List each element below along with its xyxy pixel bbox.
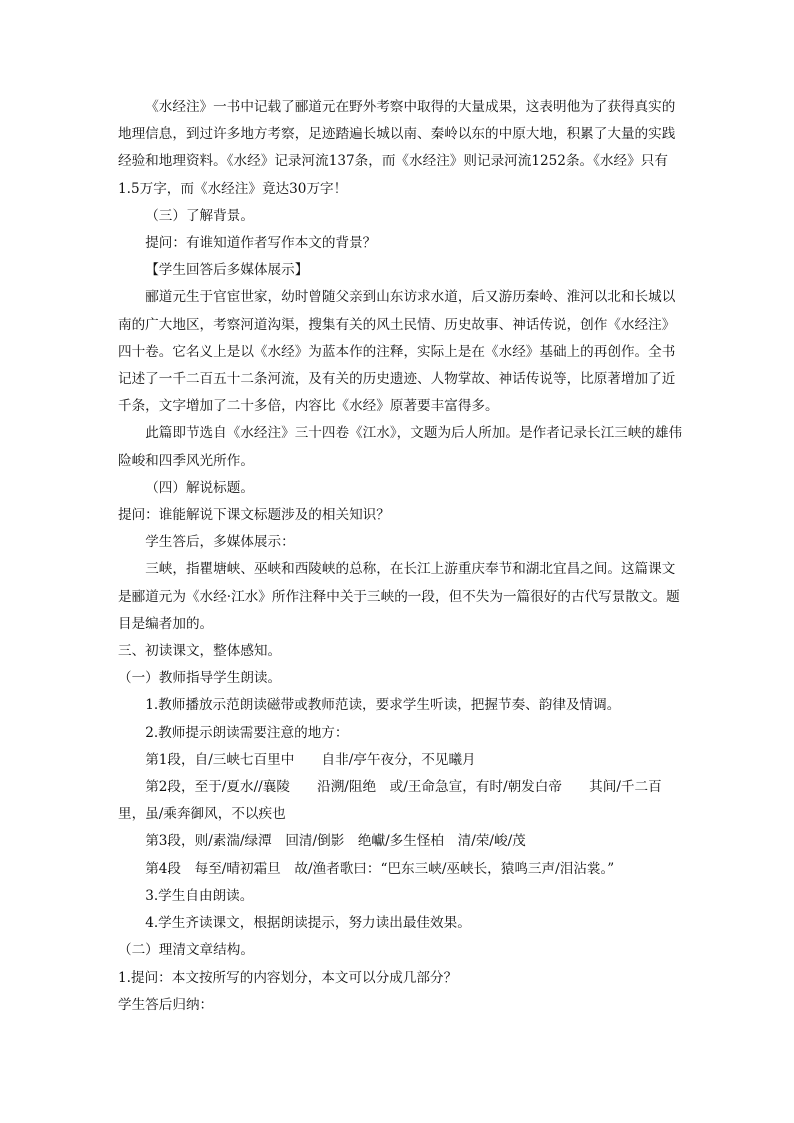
reading-hint-paragraph-2: 第2段，至于/夏水//襄陵 沿溯/阻绝 或/王命急宣，有时/朝发白帝 其间/千二百里，虽/乘奔御风，不以疾也 — [118, 779, 662, 823]
paragraph-three-gorges-explain: 三峡，指瞿塘峡、巫峡和西陵峡的总称，在长江上游重庆奉节和湖北宜昌之间。这篇课文是郦道元为《水经·江水》所作注释中关于三峡的一段，但不失为一篇很好的古代写景散文。题目是编者加的。 — [118, 561, 680, 632]
subsection-1-heading: （一）教师指导学生朗读。 — [118, 670, 282, 687]
step-2: 2.教师提示朗读需要注意的地方： — [145, 724, 349, 741]
paragraph-shuijingzhu-achievement: 《水经注》一书中记载了郦道元在野外考察中取得的大量成果，这表明他为了获得真实的地理信息，到过许多地方考察，足迹踏遍长城以南、秦岭以东的中原大地，积累了大量的实践经验和地理资料。《水经》记录河流137条，而《水经注》则记录河流1252条。《水经》只有1.5万字，而《水经注》竟达30万字！ — [118, 99, 676, 197]
step-1: 1.教师播放示范朗读磁带或教师范读，要求学生听读，把握节奏、韵律及情调。 — [145, 697, 621, 714]
paragraph-excerpt-source: 此篇即节选自《水经注》三十四卷《江水》，文题为后人所加。是作者记录长江三峡的雄伟险峻和四季风光所作。 — [118, 425, 683, 469]
reading-hint-paragraph-3: 第3段，则/素湍/绿潭 回清/倒影 绝巘/多生怪柏 清/荣/峻/茂 — [145, 833, 526, 850]
question-title: 提问：谁能解说下课文标题涉及的相关知识？ — [118, 507, 390, 524]
section-3-heading: （三）了解背景。 — [145, 207, 254, 224]
students-summary: 学生答后归纳： — [118, 996, 214, 1013]
reading-hint-paragraph-1: 第1段，自/三峡七百里中 自非/亭午夜分，不见曦月 — [145, 751, 476, 768]
step-4: 4.学生齐读课文，根据朗读提示，努力读出最佳效果。 — [145, 915, 471, 932]
paragraph-background: 郦道元生于官宦世家，幼时曾随父亲到山东访求水道，后又游历秦岭、淮河以北和长城以南的广大地区，考察河道沟渠，搜集有关的风土民情、历史故事、神话传说，创作《水经注》四十卷。它名义上是以《水经》为蓝本作的注释，实际上是在《水经》基础上的再创作。全书记述了一千二百五十二条河流，及有关的历史遗迹、人物掌故、神话传说等，比原著增加了近千条，文字增加了二十多倍，内容比《水经》原著要丰富得多。 — [118, 289, 676, 415]
multimedia-label-2: 学生答后，多媒体展示： — [145, 534, 295, 551]
question-structure: 1.提问：本文按所写的内容划分，本文可以分成几部分？ — [118, 969, 458, 986]
step-3: 3.学生自由朗读。 — [145, 887, 254, 904]
multimedia-label-1: 【学生回答后多媒体展示】 — [145, 262, 309, 279]
section-4-heading: （四）解说标题。 — [145, 479, 254, 496]
subsection-2-heading: （二）理清文章结构。 — [118, 942, 254, 959]
document-body — [118, 94, 684, 1019]
part-3-heading: 三、初读课文，整体感知。 — [118, 643, 282, 660]
question-background: 提问：有谁知道作者写作本文的背景？ — [145, 235, 377, 252]
reading-hint-paragraph-4: 第4段 每至/晴初霜旦 故/渔者歌曰：“巴东三峡/巫峡长，猿鸣三声/泪沾裳。” — [145, 860, 615, 877]
